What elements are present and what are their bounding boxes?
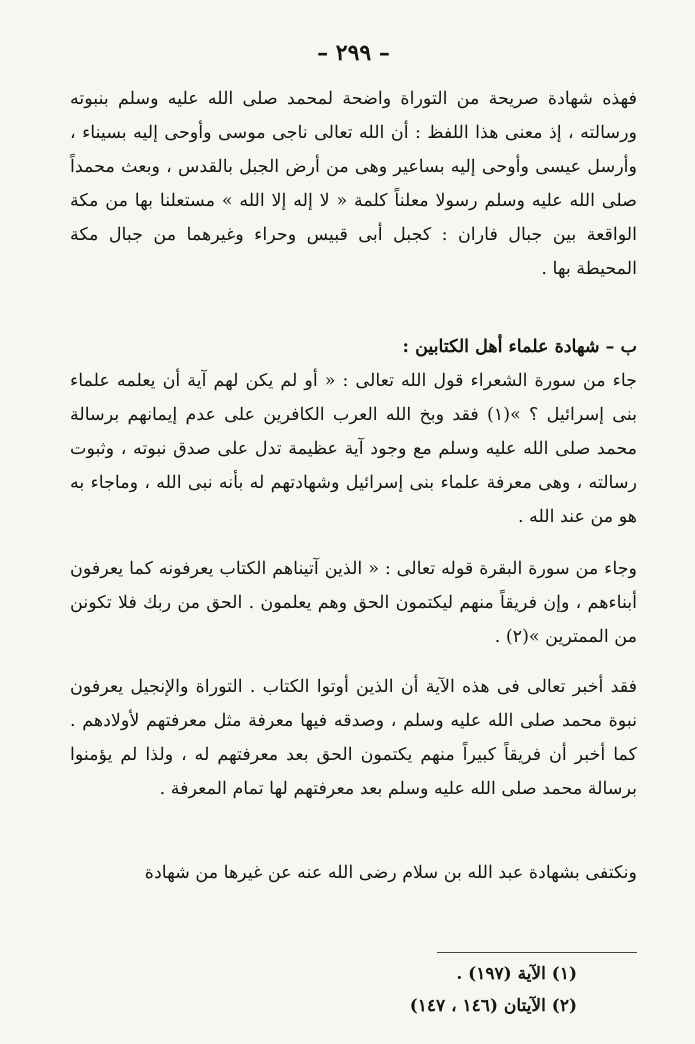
footnote-1: (١) الآية (١٩٧) . [456, 964, 577, 984]
page-number: – ٢٩٩ – [317, 40, 390, 66]
paragraph-ibn-salam: ونكتفى بشهادة عبد الله بن سلام رضى الله عنه عن غيرها من شهادة [144, 863, 637, 883]
paragraph-shuara: جاء من سورة الشعراء قول الله تعالى : « أو لم يكن لهم آية أن يعلمه علماء بنى إسرائيل ؟ »(١) فقد وبخ الله العرب الكافرين على عدم إيمانهم برسالة محمد صلى الله عليه وسلم مع وجود آية عظيمة تدل على صدق نبوته ، وثبوت رسالته ، وهى معرفة علماء بنى إسرائيل وشهادتهم له بأنه نبى الله ، وماجاء به هو من عند الله . [70, 371, 637, 527]
footnote-2: (٢) الآيتان (١٤٦ ، ١٤٧) [409, 996, 577, 1016]
section-heading: ب – شهادة علماء أهل الكتابين : [402, 337, 637, 357]
paragraph-torah-testimony: فهذه شهادة صريحة من التوراة واضحة لمحمد صلى الله عليه وسلم بنبوته ورسالته ، إذ معنى هذا اللفظ : أن الله تعالى ناجى موسى وأوحى إليه بسيناء ، وأرسل عيسى وأوحى إليه بساعير وهى من أرض الجبل بالقدس ، وبعث محمداً صلى الله عليه وسلم رسولا معلناً كلمة « لا إله إلا الله » مستعلنا بها من مكة الواقعة بين جبال فاران : كجبل أبى قبيس وحراء وغيرهما من جبال مكة المحيطة بها . [70, 89, 637, 279]
footnote-divider [437, 952, 637, 953]
footnotes [410, 958, 577, 1022]
paragraph-explanation: فقد أخبر تعالى فى هذه الآية أن الذين أوتوا الكتاب . التوراة والإنجيل يعرفون نبوة محمد صلى الله عليه وسلم ، وصدقه فيها معرفة مثل معرفتهم لأولادهم . كما أخبر أن فريقاً كبيراً منهم يكتمون الحق بعد معرفتهم له ، ولذا لم يؤمنوا برسالة محمد صلى الله عليه وسلم بعد معرفتهم لها تمام المعرفة . [70, 677, 637, 799]
paragraph-baqara: وجاء من سورة البقرة قوله تعالى : « الذين آتيناهم الكتاب يعرفونه كما يعرفون أبناءهم ، وإن فريقاً منهم ليكتمون الحق وهم يعلمون . الحق من ربك فلا تكونن من الممترين »(٢) . [70, 559, 637, 647]
